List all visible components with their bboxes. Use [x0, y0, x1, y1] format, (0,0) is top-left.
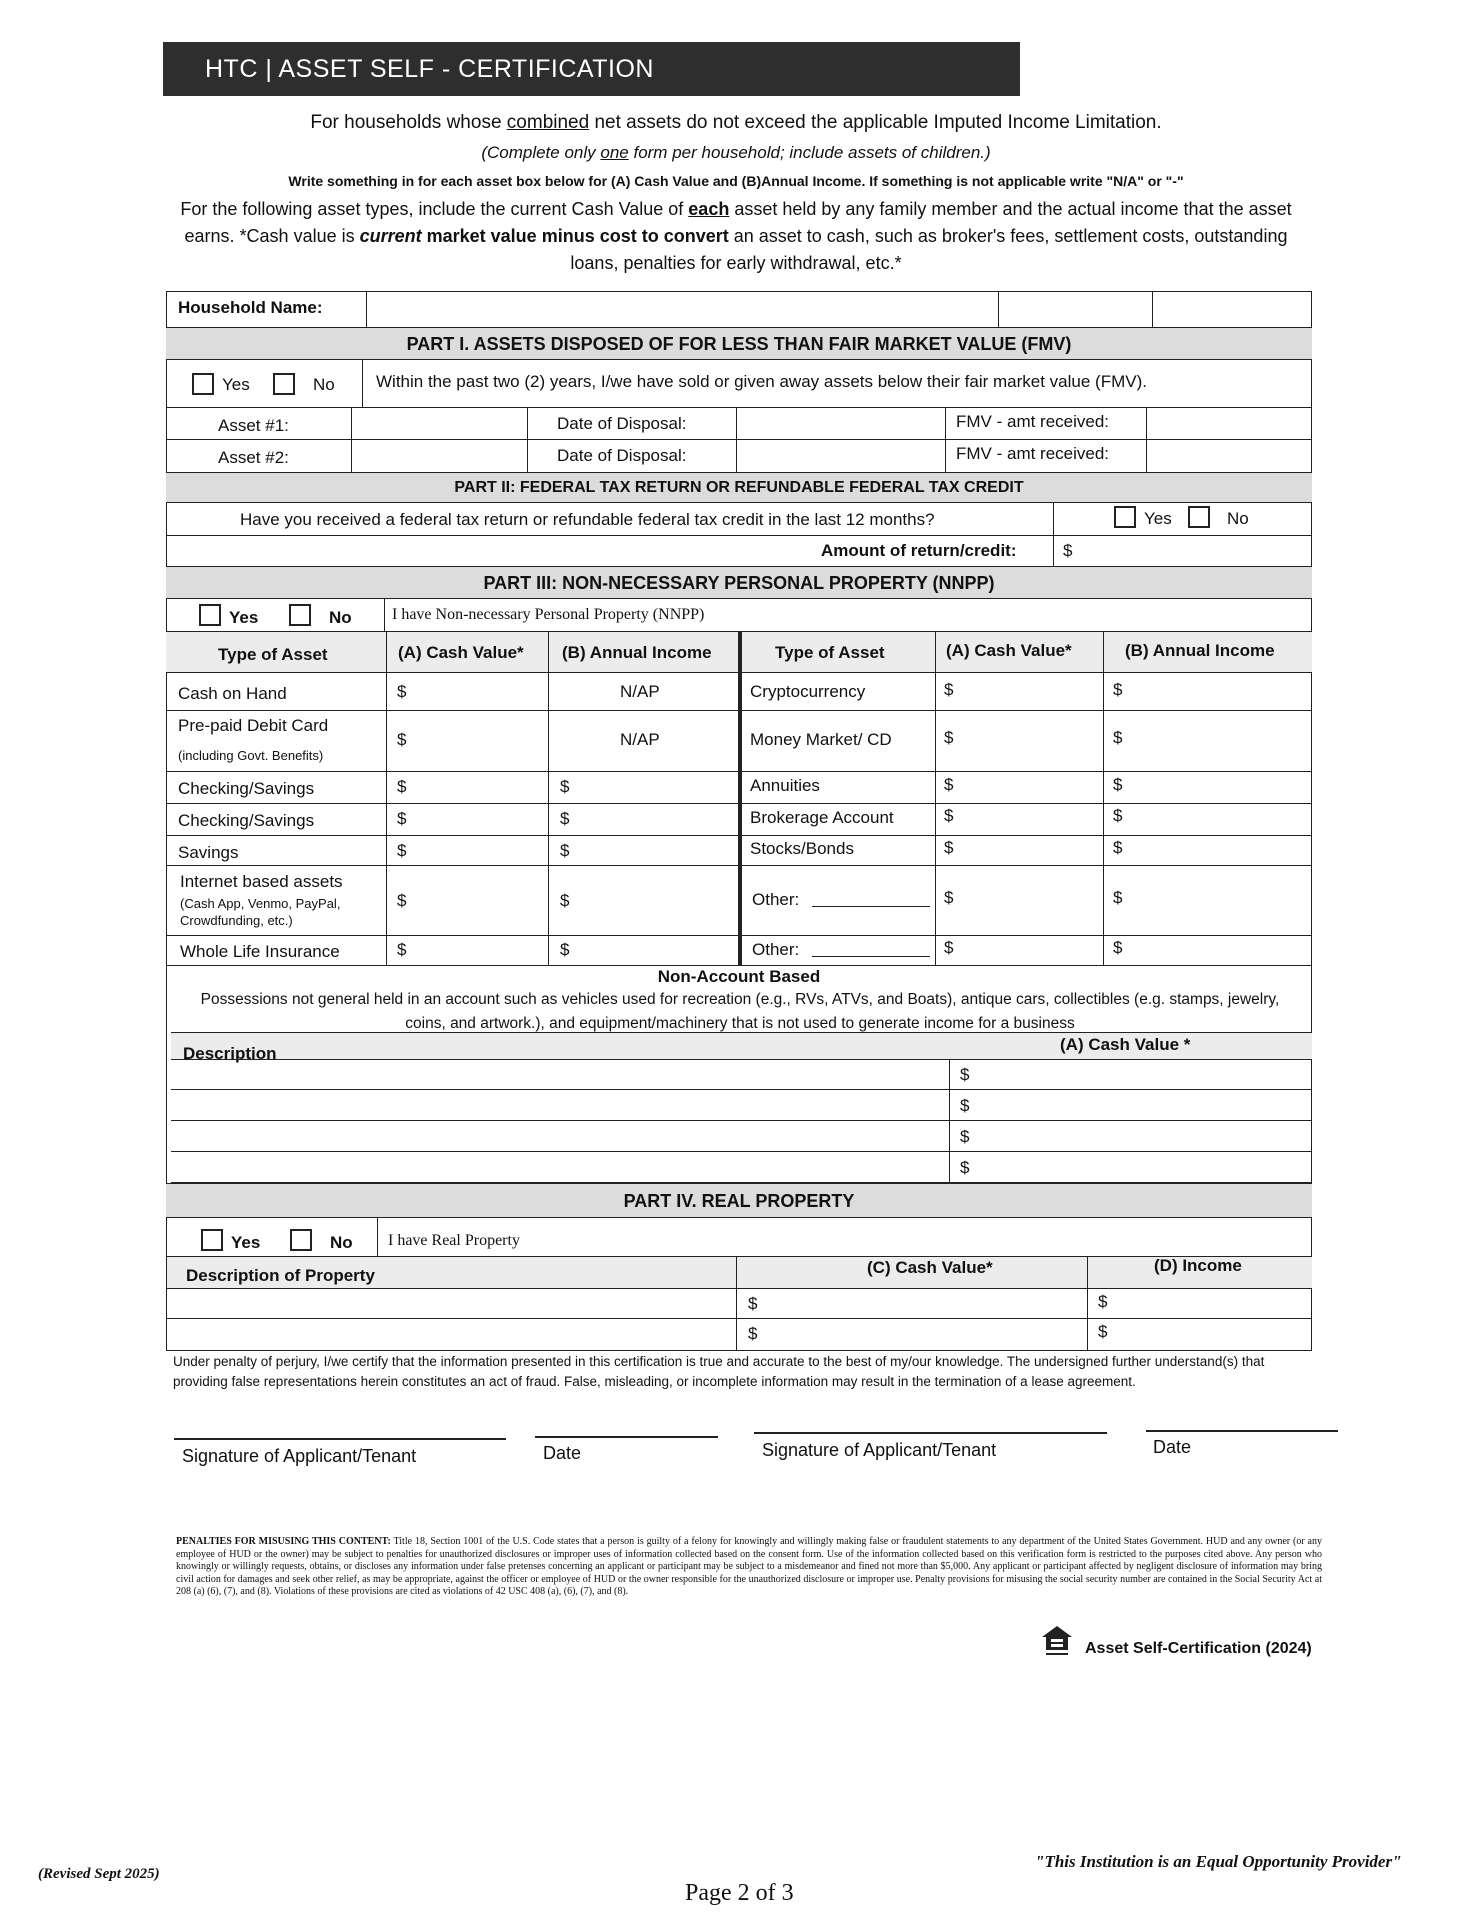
part3-left-row7-name: Whole Life Insurance: [180, 942, 340, 961]
part1-date1-label: Date of Disposal:: [557, 414, 687, 433]
intro-cash-value-definition: For the following asset types, include the current Cash Value of each asset held by any family member and the actual income that the asset earns. *Cash value is current market value minus cost to convert an asset to cash, such as broker's fees, settlement costs, outstanding loans, penalties for early withdrawal, etc.*: [180, 199, 1292, 273]
part3-col-b-right: (B) Annual Income: [1125, 641, 1275, 660]
part3-no-label: No: [329, 608, 352, 627]
non-account-description: Possessions not general held in an account such as vehicles used for recreation (e.g., RVs, ATVs, and Boats), antique cars, collectibles (e.g. stamps, jewelry, coins, and artwork.), and equipment/machinery that is not used to generate income for a business: [200, 991, 1280, 1032]
intro-line-2: (Complete only one form per household; include assets of children.): [481, 143, 991, 162]
part3-right-row6-a[interactable]: $: [944, 888, 954, 907]
nnpp-row1-cash[interactable]: $: [960, 1065, 970, 1084]
part3-right-row3-b[interactable]: $: [1113, 775, 1123, 794]
part3-right-row7-a[interactable]: $: [944, 938, 954, 957]
intro-line-1: For households whose combined net assets do not exceed the applicable Imputed Income Limitation.: [310, 112, 1162, 133]
nnpp-cash-value-header: (A) Cash Value *: [1060, 1035, 1191, 1054]
part3-col-type-left: Type of Asset: [218, 645, 328, 664]
part2-question: Have you received a federal tax return or refundable federal tax credit in the last 12 months?: [240, 510, 935, 529]
part3-right-row4-b[interactable]: $: [1113, 806, 1123, 825]
part1-fmv2-input[interactable]: [1148, 441, 1310, 470]
penalties-text: PENALTIES FOR MISUSING THIS CONTENT: Title 18, Section 1001 of the U.S. Code states that a person is guilty of a felony for knowingly and willingly making false or fraudulent statements to any department of the United States Government. HUD and any owner (or any employee of HUD or the owner) may be subject to penalties for unauthorized disclosures or improper uses of information collected based on the consent form. Use of the information collected based on this verification form is restricted to the purposes cited above. Any person who knowingly or willingly requests, obtains, or discloses any information under false pretenses concerning an applicant or participant may be subject to a misdemeanor and fined not more than $5,000. Any applicant or participant affected by negligent disclosure of information may bring civil action for damages and seek other relief, as may be appropriate, against the officer or employee of HUD or the owner responsible for the unauthorized disclosure or improper use. Penalty provisions for misusing the social security number are contained in the Social Security Act at 208 (a) (6), (7), and (8). Violations of these provisions are cited as violations of 42 USC 408 (a), (6), (7), and (8).: [176, 1536, 1323, 1597]
part1-no-checkbox[interactable]: [273, 373, 295, 395]
date1-line[interactable]: [535, 1436, 718, 1438]
part1-title: PART I. ASSETS DISPOSED OF FOR LESS THAN FAIR MARKET VALUE (FMV): [166, 327, 1312, 360]
form-title-banner: HTC | ASSET SELF - CERTIFICATION: [163, 42, 1020, 96]
part3-left-row4-b[interactable]: $: [560, 809, 570, 828]
part4-income-header: (D) Income: [1154, 1256, 1242, 1275]
part3-left-row3-b[interactable]: $: [560, 777, 570, 796]
part3-title: PART III: NON-NECESSARY PERSONAL PROPERTY (NNPP): [166, 566, 1312, 599]
part1-asset1-input[interactable]: [353, 409, 525, 437]
part3-right-row6-name: Other:: [752, 890, 800, 909]
part3-left-row2-a[interactable]: $: [397, 730, 407, 749]
part4-no-checkbox[interactable]: [290, 1229, 312, 1251]
part1-fmv1-input[interactable]: [1148, 409, 1310, 437]
certification-text: Under penalty of perjury, I/we certify that the information presented in this certification is true and accurate to the best of my/our knowledge. The undersigned further understand(s) that providing false representations herein constitutes an act of fraud. False, misleading, or incomplete information may result in the termination of a lease agreement.: [173, 1354, 1265, 1389]
part2-amount-input[interactable]: [1078, 537, 1310, 564]
part3-statement: I have Non-necessary Personal Property (NNPP): [392, 606, 705, 623]
part3-right-row4-a[interactable]: $: [944, 806, 954, 825]
part3-right-row4-name: Brokerage Account: [750, 808, 894, 827]
part3-left-row6-b[interactable]: $: [560, 891, 570, 910]
part1-yes-checkbox[interactable]: [192, 373, 214, 395]
part3-left-row1-name: Cash on Hand: [178, 684, 287, 703]
part1-asset1-label: Asset #1:: [218, 416, 289, 435]
non-account-title: Non-Account Based: [657, 967, 821, 986]
part3-right-row1-name: Cryptocurrency: [750, 682, 866, 701]
part3-right-row2-b[interactable]: $: [1113, 728, 1123, 747]
part3-right-row7-name: Other:: [752, 940, 800, 959]
part1-fmv1-label: FMV - amt received:: [956, 412, 1110, 431]
part4-statement: I have Real Property: [388, 1232, 520, 1249]
part3-left-row3-a[interactable]: $: [397, 777, 407, 796]
nnpp-description-header: Description: [183, 1044, 277, 1063]
part3-right-row1-a[interactable]: $: [944, 680, 954, 699]
part1-yes-label: Yes: [222, 375, 250, 394]
part2-amount-label: Amount of return/credit:: [821, 541, 1017, 560]
part3-left-row1-a[interactable]: $: [397, 682, 407, 701]
signature1-line[interactable]: [174, 1438, 506, 1440]
part3-left-row4-name: Checking/Savings: [178, 811, 315, 830]
part3-right-row3-name: Annuities: [750, 776, 820, 795]
equal-opportunity-statement: "This Institution is an Equal Opportunity Provider": [1035, 1852, 1402, 1871]
part3-right-row2-a[interactable]: $: [944, 728, 954, 747]
part3-left-row6-note: (Cash App, Venmo, PayPal, Crowdfunding, etc.): [180, 896, 341, 928]
part4-row1-cash[interactable]: $: [748, 1294, 758, 1313]
part3-left-row1-b[interactable]: N/AP: [620, 682, 660, 701]
page-number: Page 2 of 3: [685, 1880, 794, 1906]
part4-row2-cash[interactable]: $: [748, 1324, 758, 1343]
part2-amount-dollar: $: [1063, 541, 1073, 560]
part3-col-a-left: (A) Cash Value*: [398, 643, 524, 662]
signature1-label: Signature of Applicant/Tenant: [182, 1446, 417, 1466]
part2-yes-label: Yes: [1144, 509, 1172, 528]
part1-statement: Within the past two (2) years, I/we have sold or given away assets below their fair market value (FMV).: [376, 372, 1147, 391]
part3-right-row7-b[interactable]: $: [1113, 938, 1123, 957]
part2-no-label: No: [1227, 509, 1249, 528]
part3-right-row6-other-line[interactable]: [812, 906, 930, 907]
part4-title: PART IV. REAL PROPERTY: [166, 1183, 1312, 1218]
part3-left-row2-b[interactable]: N/AP: [620, 730, 660, 749]
date2-label: Date: [1153, 1437, 1192, 1457]
part3-left-row5-b[interactable]: $: [560, 841, 570, 860]
equal-housing-icon: [1040, 1624, 1074, 1658]
part4-cash-value-header: (C) Cash Value*: [867, 1258, 993, 1277]
part2-yes-checkbox[interactable]: [1114, 506, 1136, 528]
part3-left-row7-b[interactable]: $: [560, 940, 570, 959]
part3-left-row6-name: Internet based assets: [180, 872, 343, 891]
nnpp-row1-description[interactable]: [173, 1061, 947, 1088]
part3-right-row2-name: Money Market/ CD: [750, 730, 892, 749]
footer-form-name: Asset Self-Certification (2024): [1085, 1640, 1312, 1657]
part3-col-b-left: (B) Annual Income: [562, 643, 712, 662]
nnpp-row3-cash[interactable]: $: [960, 1127, 970, 1146]
nnpp-row4-cash[interactable]: $: [960, 1158, 970, 1177]
part3-right-row5-name: Stocks/Bonds: [750, 839, 854, 858]
date1-label: Date: [543, 1443, 582, 1463]
part1-date1-input[interactable]: [738, 409, 943, 437]
part3-left-row2-name: Pre-paid Debit Card: [178, 716, 329, 735]
part4-yes-label: Yes: [231, 1233, 261, 1252]
part3-left-row2-note: (including Govt. Benefits): [178, 748, 324, 763]
part3-yes-checkbox[interactable]: [199, 604, 221, 626]
part3-left-row5-name: Savings: [178, 843, 239, 862]
part3-left-row6-a[interactable]: $: [397, 891, 407, 910]
part3-col-type-right: Type of Asset: [775, 643, 885, 662]
part4-row2-income[interactable]: $: [1098, 1322, 1108, 1341]
signature2-label: Signature of Applicant/Tenant: [762, 1440, 997, 1460]
part3-no-checkbox[interactable]: [289, 604, 311, 626]
part3-col-a-right: (A) Cash Value*: [946, 641, 1072, 660]
household-name-label: Household Name:: [178, 298, 323, 317]
part3-right-row5-a[interactable]: $: [944, 838, 954, 857]
part3-left-row3-name: Checking/Savings: [178, 779, 315, 798]
part4-description-header: Description of Property: [186, 1266, 375, 1285]
part4-yes-checkbox[interactable]: [201, 1229, 223, 1251]
part2-no-checkbox[interactable]: [1188, 506, 1210, 528]
household-name-input[interactable]: [368, 293, 996, 325]
part3-left-row7-a[interactable]: $: [397, 940, 407, 959]
part1-date2-label: Date of Disposal:: [557, 446, 687, 465]
nnpp-row3-description[interactable]: [173, 1122, 947, 1149]
nnpp-row4-description[interactable]: [173, 1153, 947, 1180]
part1-no-label: No: [313, 375, 335, 394]
part3-right-row5-b[interactable]: $: [1113, 838, 1123, 857]
part3-right-row3-a[interactable]: $: [944, 775, 954, 794]
part4-row1-income[interactable]: $: [1098, 1292, 1108, 1311]
part4-no-label: No: [330, 1233, 353, 1252]
signature2-line[interactable]: [754, 1432, 1107, 1434]
date2-line[interactable]: [1146, 1430, 1338, 1432]
nnpp-row2-description[interactable]: [173, 1091, 947, 1118]
part1-date2-input[interactable]: [738, 441, 943, 470]
intro-instruction: Write something in for each asset box below for (A) Cash Value and (B)Annual Income. If something is not applicable write "N/A" or "-": [288, 173, 1184, 189]
part2-title: PART II: FEDERAL TAX RETURN OR REFUNDABLE FEDERAL TAX CREDIT: [166, 472, 1312, 503]
part3-right-row7-other-line[interactable]: [812, 956, 930, 957]
part3-right-row1-b[interactable]: $: [1113, 680, 1123, 699]
part1-asset2-label: Asset #2:: [218, 448, 289, 467]
nnpp-row2-cash[interactable]: $: [960, 1096, 970, 1115]
part3-left-row5-a[interactable]: $: [397, 841, 407, 860]
part4-row1-description[interactable]: [168, 1290, 734, 1316]
part3-yes-label: Yes: [229, 608, 259, 627]
part1-asset2-input[interactable]: [353, 441, 525, 470]
part3-right-row6-b[interactable]: $: [1113, 888, 1123, 907]
part3-left-row4-a[interactable]: $: [397, 809, 407, 828]
part1-fmv2-label: FMV - amt received:: [956, 444, 1110, 463]
part4-row2-description[interactable]: [168, 1320, 734, 1349]
revised-date: (Revised Sept 2025): [38, 1866, 160, 1882]
